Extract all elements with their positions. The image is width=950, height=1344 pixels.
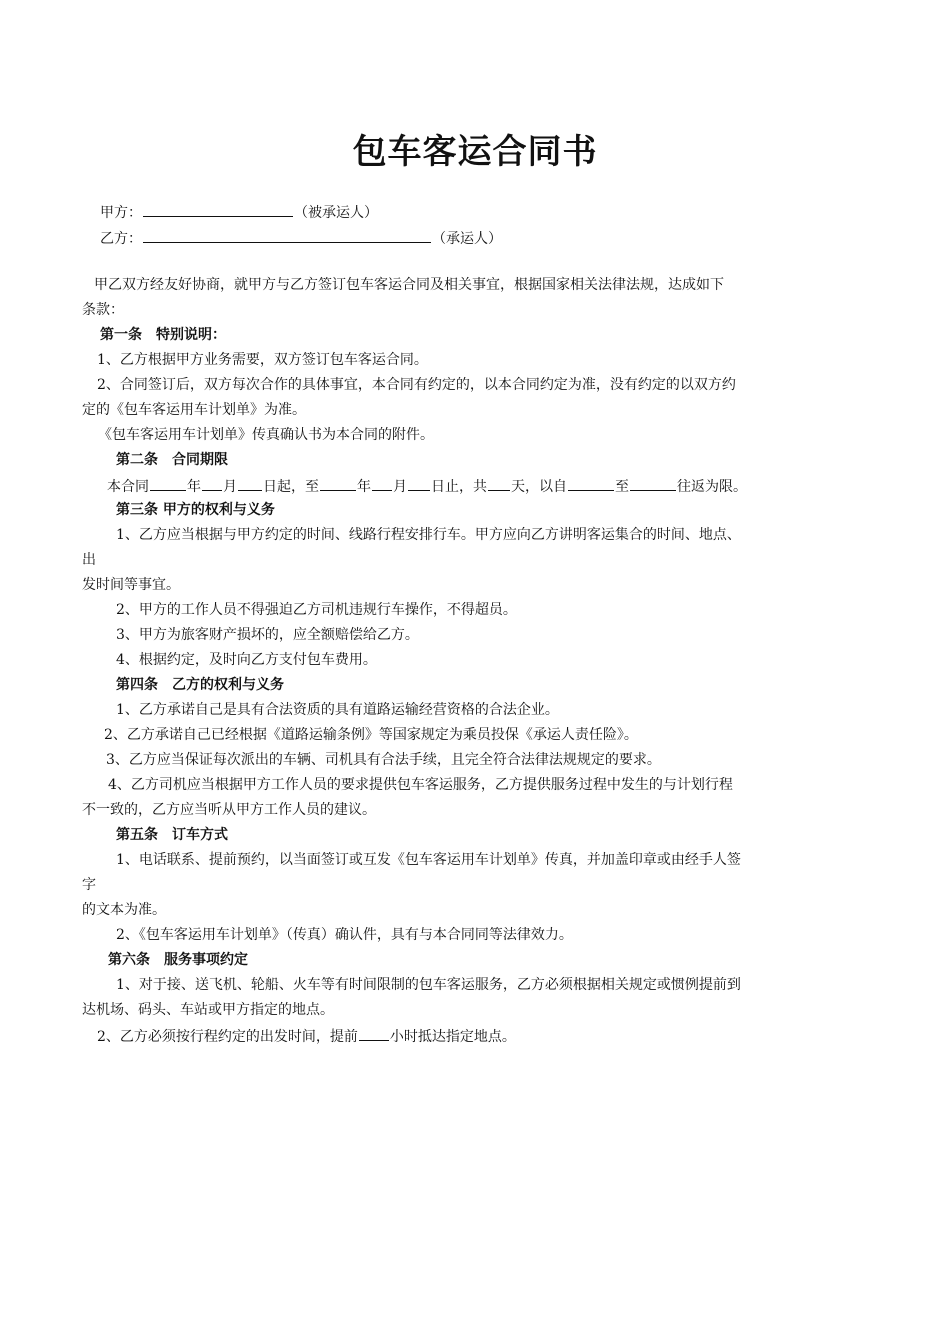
article-3-item-3: 3、甲方为旅客财产损坏的，应全额赔偿给乙方。: [116, 627, 419, 643]
article-3-heading: 第三条 甲方的权利与义务: [116, 502, 275, 518]
start-year-blank[interactable]: [150, 476, 186, 491]
article-3-item-4: 4、根据约定，及时向乙方支付包车费用。: [116, 652, 377, 668]
article-4-item-4-line-2: 不一致的，乙方应当听从甲方工作人员的建议。: [82, 802, 376, 818]
end-month-blank[interactable]: [372, 476, 392, 491]
term-end-month-label: 月: [393, 479, 407, 495]
party-a-blank[interactable]: [143, 202, 293, 217]
article-3-item-1-line-3: 发时间等事宜。: [82, 577, 180, 593]
term-end-year-label: 年: [357, 479, 371, 495]
article-5-item-1-line-1: 1、电话联系、提前预约，以当面签订或互发《包车客运用车计划单》传真，并加盖印章或由经手人签: [116, 852, 741, 868]
party-a-label: 甲方：: [100, 205, 142, 221]
term-to-label: 日起，至: [263, 479, 319, 495]
party-a-note: （被承运人）: [294, 205, 378, 221]
article-5-item-1-line-2: 字: [82, 877, 96, 893]
article-3-item-2: 2、甲方的工作人员不得强迫乙方司机违规行车操作，不得超员。: [116, 602, 517, 618]
article-6-heading: 第六条 服务事项约定: [108, 952, 248, 968]
document-title: 包车客运合同书: [352, 132, 598, 172]
article-5-item-1-line-3: 的文本为准。: [82, 902, 166, 918]
article-6-item-2-text-end: 小时抵达指定地点。: [389, 1029, 516, 1045]
party-b-label: 乙方：: [100, 231, 142, 247]
article-2-term-line: [107, 476, 747, 496]
article-6-item-2-text-start: 2、乙方必须按行程约定的出发时间，提前: [97, 1029, 358, 1045]
destination-blank[interactable]: [630, 476, 676, 491]
article-4-item-1: 1、乙方承诺自己是具有合法资质的具有道路运输经营资格的合法企业。: [116, 702, 559, 718]
article-3-item-1-line-2: 出: [82, 552, 96, 568]
start-month-blank[interactable]: [202, 476, 222, 491]
start-day-blank[interactable]: [238, 476, 262, 491]
term-month-label: 月: [223, 479, 237, 495]
term-total-label: 日止，共: [431, 479, 487, 495]
article-1-item-2-line-1: 2、合同签订后，双方每次合作的具体事宜，本合同有约定的，以本合同约定为准，没有约定的以双方约: [97, 377, 736, 393]
article-4-item-2: 2、乙方承诺自己已经根据《道路运输条例》等国家规定为乘员投保《承运人责任险》。: [104, 727, 638, 743]
party-a-line: [100, 202, 378, 222]
origin-blank[interactable]: [568, 476, 614, 491]
article-4-item-3: 3、乙方应当保证每次派出的车辆、司机具有合法手续，且完全符合法律法规规定的要求。: [106, 752, 661, 768]
end-day-blank[interactable]: [408, 476, 430, 491]
article-6-item-2: [97, 1026, 516, 1046]
intro-line-2: 条款：: [82, 302, 124, 318]
party-b-blank[interactable]: [143, 228, 431, 243]
article-1-item-2-line-2: 定的《包车客运用车计划单》为准。: [82, 402, 306, 418]
term-text-start: 本合同: [107, 479, 149, 495]
article-1-item-3: 《包车客运用车计划单》传真确认书为本合同的附件。: [98, 427, 434, 443]
term-from-label: 天，以自: [511, 479, 567, 495]
article-6-item-1-line-1: 1、对于接、送飞机、轮船、火车等有时间限制的包车客运服务，乙方必须根据相关规定或惯例提前到: [116, 977, 741, 993]
term-year-label: 年: [187, 479, 201, 495]
article-4-item-4-line-1: 4、乙方司机应当根据甲方工作人员的要求提供包车客运服务，乙方提供服务过程中发生的与计划行程: [108, 777, 733, 793]
party-b-line: [100, 228, 502, 248]
term-to-place-label: 至: [615, 479, 629, 495]
end-year-blank[interactable]: [320, 476, 356, 491]
intro-line-1: 甲乙双方经友好协商，就甲方与乙方签订包车客运合同及相关事宜，根据国家相关法律法规，达成如下: [94, 277, 724, 293]
article-1-item-1: 1、乙方根据甲方业务需要，双方签订包车客运合同。: [97, 352, 428, 368]
article-5-heading: 第五条 订车方式: [116, 827, 228, 843]
article-5-item-2: 2、《包车客运用车计划单》（传真）确认件，具有与本合同同等法律效力。: [116, 927, 573, 943]
article-6-item-1-line-2: 达机场、码头、车站或甲方指定的地点。: [82, 1002, 334, 1018]
hours-blank[interactable]: [359, 1026, 389, 1041]
party-b-note: （承运人）: [432, 231, 502, 247]
article-3-item-1-line-1: 1、乙方应当根据与甲方约定的时间、线路行程安排行车。甲方应向乙方讲明客运集合的时间、地点、: [116, 527, 741, 543]
article-4-heading: 第四条 乙方的权利与义务: [116, 677, 284, 693]
term-text-end: 往返为限。: [677, 479, 747, 495]
article-2-heading: 第二条 合同期限: [116, 452, 228, 468]
article-1-heading: 第一条 特别说明：: [100, 327, 226, 343]
days-blank[interactable]: [488, 476, 510, 491]
